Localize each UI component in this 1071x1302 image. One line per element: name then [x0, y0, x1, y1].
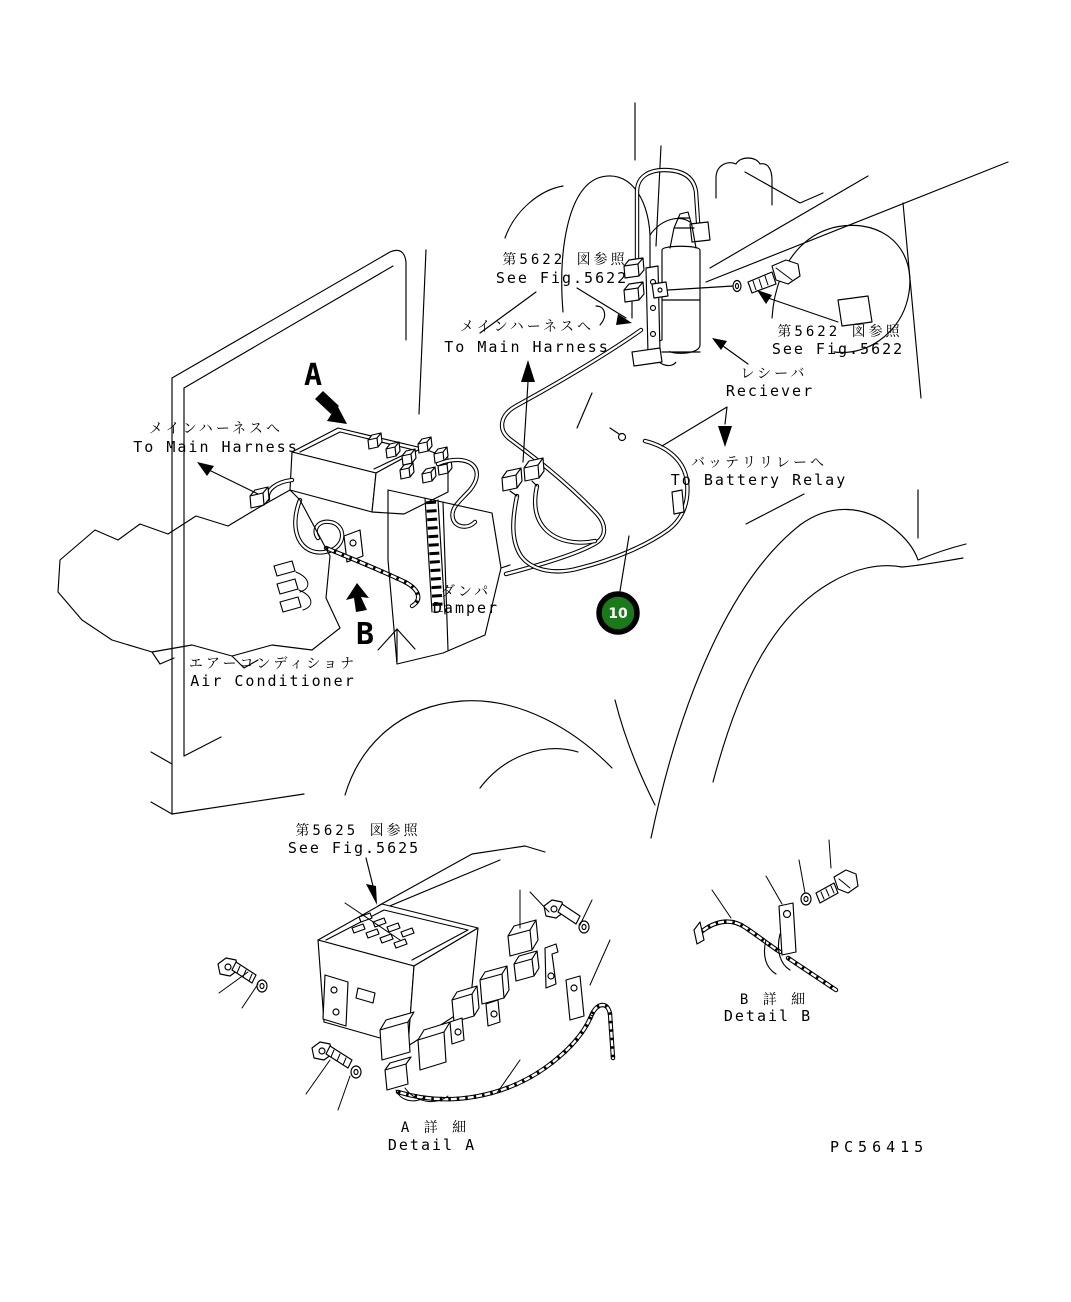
marker-a-letter: A [303, 358, 323, 393]
part-balloon-10[interactable] [599, 594, 637, 632]
label-detail-a-ja: A 詳 細 [400, 1120, 470, 1136]
label-to-main-harness-center-en: To Main Harness [444, 338, 610, 356]
harness-clip [672, 490, 684, 514]
ring-terminal [619, 434, 626, 441]
label-to-main-harness-center-ja: メインハーネスへ [459, 319, 595, 335]
label-detail-b-en: Detail B [723, 1007, 813, 1025]
label-detail-b-ja: B 詳 細 [739, 992, 809, 1008]
label-damper-en: Damper [432, 599, 500, 617]
label-air-conditioner-en: Air Conditioner [190, 672, 356, 690]
label-see-fig-5625-ja: 第5625 図参照 [295, 823, 421, 839]
balloon-number: 10 [608, 606, 628, 622]
label-see-fig-5622-right-ja: 第5622 図参照 [777, 324, 903, 340]
label-detail-a-en: Detail A [387, 1136, 477, 1154]
label-to-battery-relay-ja: バッテリリレーへ [691, 455, 827, 471]
label-receiver-en: Reciever [725, 382, 815, 400]
label-damper-ja: ダンパ [440, 584, 492, 600]
marker-b-letter: B [355, 617, 375, 652]
label-to-main-harness-left-ja: メインハーネスへ [148, 421, 284, 437]
drawing-code: PC56415 [830, 1138, 929, 1156]
label-to-battery-relay-en: To Battery Relay [670, 471, 848, 489]
label-see-fig-5625-en: See Fig.5625 [287, 839, 421, 857]
label-see-fig-5622-right-en: See Fig.5622 [771, 340, 905, 358]
label-see-fig-5622-left-ja: 第5622 図参照 [502, 252, 628, 268]
label-receiver-ja: レシーバ [740, 366, 808, 382]
label-air-conditioner-ja: エアーコンディショナ [188, 656, 358, 672]
label-see-fig-5622-left-en: See Fig.5622 [495, 269, 629, 287]
label-to-main-harness-left-en: To Main Harness [133, 438, 299, 456]
